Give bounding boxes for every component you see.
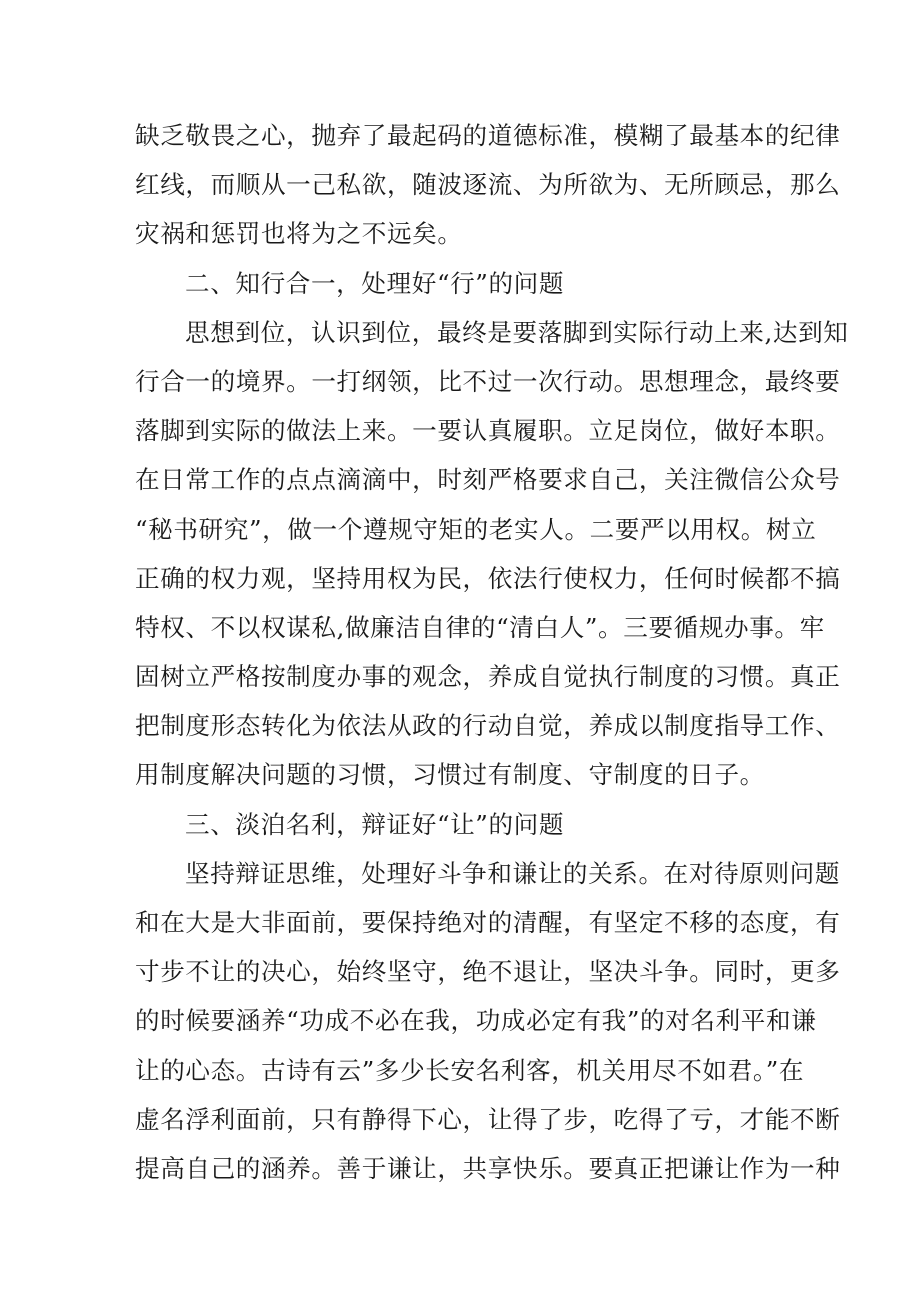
text-line: 和在大是大非面前，要保持绝对的清醒，有坚定不移的态度，有: [135, 908, 841, 937]
text-line: “秘书研究”，做一个遵规守矩的老实人。二要严以用权。树立: [135, 514, 817, 544]
text-line: 特权、不以权谋私,做廉洁自律的“清白人”。三要循规办事。牢: [135, 612, 825, 642]
text-line: 思想到位，认识到位，最终是要落脚到实际行动上来,达到知: [185, 317, 849, 347]
text-line: 虚名浮利面前，只有静得下心，让得了步，吃得了亏，才能不断: [135, 1104, 841, 1134]
text-line: 提高自己的涵养。善于谦让，共享快乐。要真正把谦让作为一种: [135, 1153, 841, 1183]
text-line: 行合一的境界。一打纲领，比不过一次行动。思想理念，最终要: [135, 366, 841, 396]
text-line: 落脚到实际的做法上来。一要认真履职。立足岗位，做好本职。: [135, 416, 841, 446]
text-line: 固树立严格按制度办事的观念，养成自觉执行制度的习惯。真正: [135, 662, 841, 692]
text-line: 在日常工作的点点滴滴中，时刻严格要求自己，关注微信公众号: [135, 465, 841, 495]
text-line: 用制度解决问题的习惯，习惯过有制度、守制度的日子。: [135, 760, 765, 790]
text-line: 缺乏敬畏之心，抛弃了最起码的道德标准，模糊了最基本的纪律: [135, 121, 841, 150]
text-line: 正确的权力观，坚持用权为民，依法行使权力，任何时候都不搞: [135, 563, 841, 593]
text-line: 的时候要涵养“功成不必在我，功成必定有我”的对名利平和谦: [135, 1006, 817, 1036]
text-line: 坚持辩证思维，处理好斗争和谦让的关系。在对待原则问题: [185, 858, 841, 888]
text-line: 寸步不让的决心，始终坚守，绝不退让，坚决斗争。同时，更多: [135, 957, 841, 987]
section-heading-2: 二、知行合一，处理好“行”的问题: [185, 268, 565, 298]
text-line: 让的心态。古诗有云”多少长安名利客，机关用尽不如君。”在: [135, 1055, 805, 1085]
text-line: 红线，而顺从一己私欲，随波逐流、为所欲为、无所顾忌，那么: [135, 170, 841, 200]
text-line: 把制度形态转化为依法从政的行动自觉，养成以制度指导工作、: [135, 711, 841, 741]
body-text: [135, 111, 849, 1193]
text-line: 灾祸和惩罚也将为之不远矣。: [135, 219, 463, 249]
section-heading-3: 三、淡泊名利，辩证好“让”的问题: [185, 809, 565, 839]
